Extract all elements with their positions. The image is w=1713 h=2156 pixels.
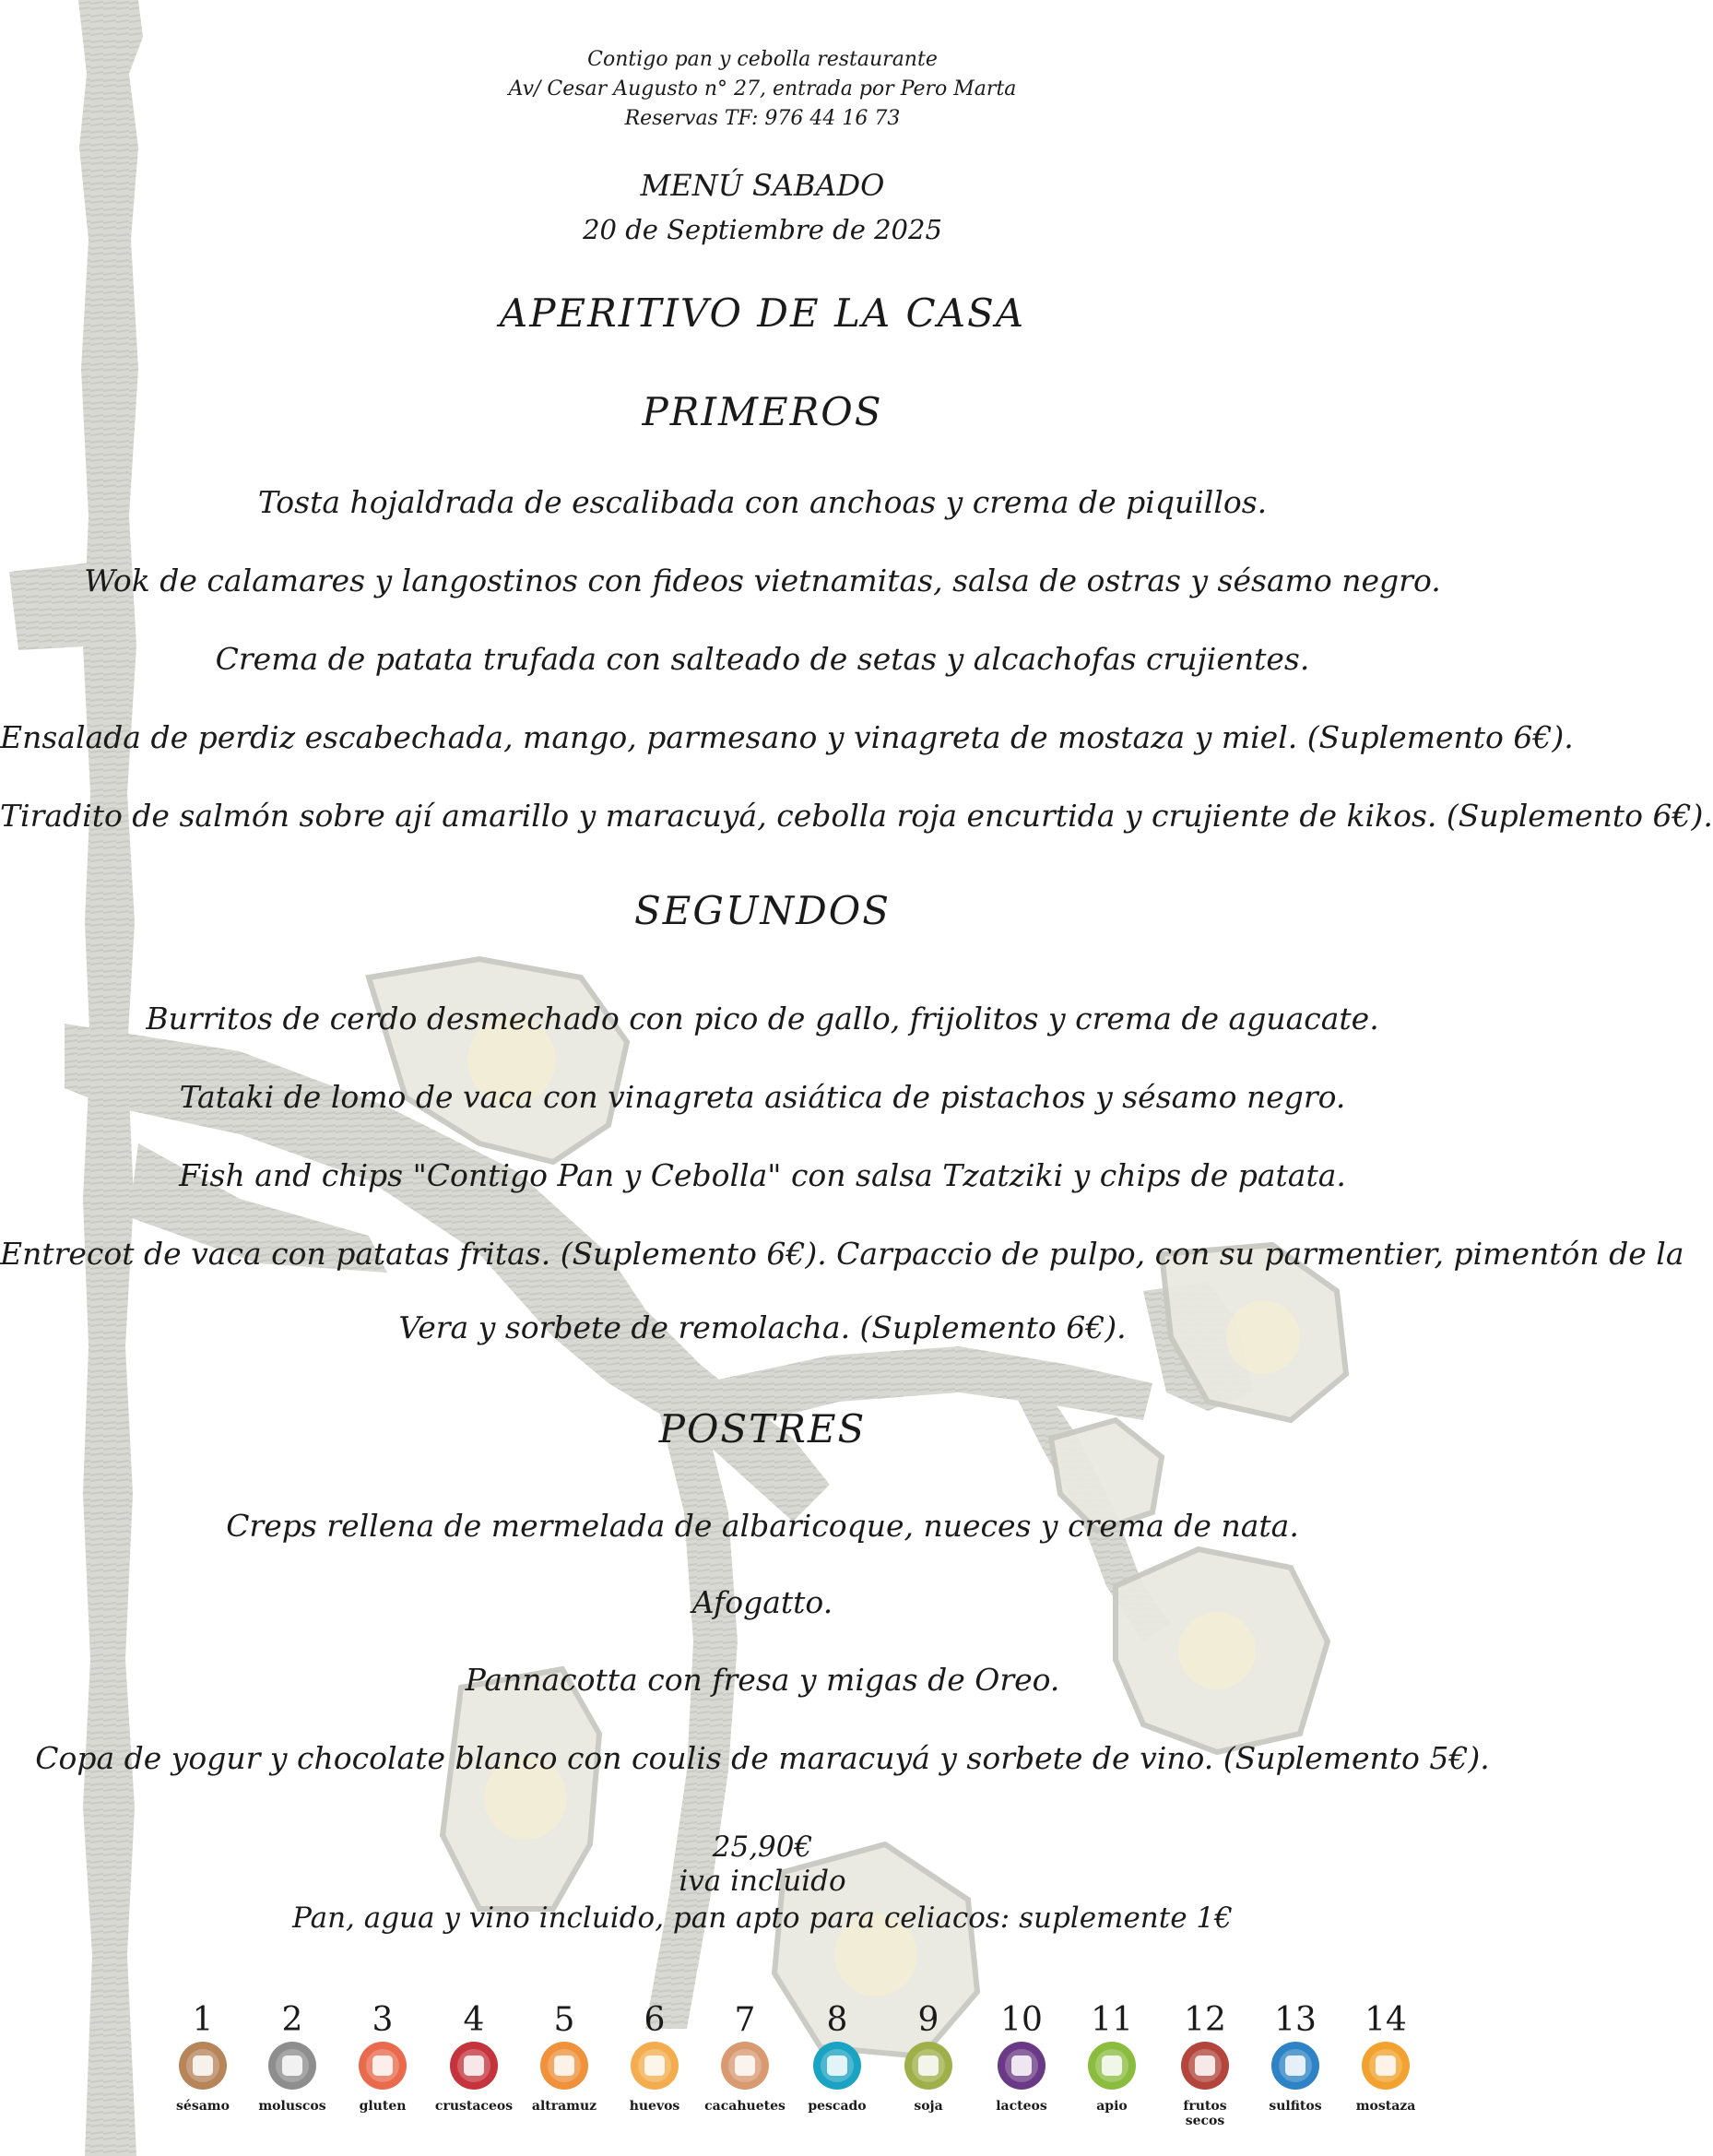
- allergen-item: [1254, 1999, 1337, 2114]
- allergen-item: [1344, 1999, 1427, 2114]
- sesame-icon: [179, 2042, 227, 2090]
- primeros-heading: PRIMEROS: [642, 389, 883, 434]
- allergen-number: 10: [1000, 2001, 1043, 2039]
- allergen-label: cacahuetes: [704, 2099, 786, 2114]
- allergen-label: apio: [1096, 2099, 1128, 2114]
- allergen-number: 7: [734, 2001, 756, 2039]
- celery-icon: [1088, 2042, 1136, 2090]
- allergen-number: 4: [463, 2001, 485, 2039]
- allergen-label: sésamo: [176, 2099, 230, 2114]
- allergen-number: 1: [192, 2001, 214, 2039]
- postres-item: Pannacotta con fresa y migas de Oreo.: [465, 1662, 1060, 1698]
- allergen-number: 12: [1184, 2001, 1226, 2039]
- primeros-item: Wok de calamares y langostinos con fideos vietnamitas, salsa de ostras y sésamo negro.: [84, 563, 1441, 598]
- allergen-legend: [148, 1999, 1438, 2128]
- allergen-item: [251, 1999, 334, 2114]
- peanut-icon: [721, 2042, 769, 2090]
- restaurant-address: Av/ Cesar Augusto n° 27, entrada por Pero Marta: [508, 77, 1017, 101]
- allergen-number: 13: [1274, 2001, 1317, 2039]
- allergen-label: mostaza: [1355, 2099, 1416, 2114]
- sulphites-icon: [1271, 2042, 1319, 2090]
- postres-item: Copa de yogur y chocolate blanco con coulis de maracuyá y sorbete de vino. (Suplemento 5€).: [35, 1740, 1490, 1776]
- reservations-phone: Reservas TF: 976 44 16 73: [624, 107, 901, 130]
- segundos-item: Entrecot de vaca con patatas fritas. (Suplemento 6€). Carpaccio de pulpo, con su parmentier, pimentón de la: [0, 1236, 1684, 1272]
- allergen-item: [432, 1999, 515, 2114]
- allergen-item: [796, 1999, 879, 2114]
- allergen-label: gluten: [359, 2099, 407, 2114]
- allergen-number: 3: [372, 2001, 394, 2039]
- mustard-icon: [1362, 2042, 1410, 2090]
- allergen-label: lacteos: [996, 2099, 1047, 2114]
- lupin-icon: [540, 2042, 588, 2090]
- allergen-number: 6: [644, 2001, 666, 2039]
- aperitivo-heading: APERITIVO DE LA CASA: [499, 290, 1026, 336]
- allergen-label: crustaceos: [434, 2099, 514, 2114]
- allergen-item: [613, 1999, 696, 2114]
- allergen-number: 2: [281, 2001, 303, 2039]
- allergen-label: huevos: [629, 2099, 680, 2114]
- crab-icon: [450, 2042, 498, 2090]
- allergen-label: sulfitos: [1269, 2099, 1322, 2114]
- allergen-item: [341, 1999, 424, 2114]
- allergen-item: [161, 1999, 244, 2114]
- allergen-item: [1164, 1999, 1246, 2128]
- allergen-label: soja: [914, 2099, 943, 2114]
- allergen-item: [887, 1999, 970, 2114]
- allergen-label: moluscos: [258, 2099, 326, 2114]
- primeros-item: Crema de patata trufada con salteado de setas y alcachofas crujientes.: [215, 641, 1310, 677]
- postres-heading: POSTRES: [658, 1406, 867, 1451]
- allergen-item: [1070, 1999, 1153, 2114]
- wheat-icon: [359, 2042, 407, 2090]
- postres-item: Afogatto.: [691, 1584, 833, 1620]
- segundos-item: Tataki de lomo de vaca con vinagreta asiática de pistachos y sésamo negro.: [179, 1079, 1346, 1115]
- primeros-item: Tiradito de salmón sobre ají amarillo y maracuyá, cebolla roja encurtida y crujiente de kikos. (Suplemento 6€).: [0, 798, 1713, 834]
- soy-icon: [904, 2042, 952, 2090]
- primeros-item: Ensalada de perdiz escabechada, mango, parmesano y vinagreta de mostaza y miel. (Suplemento 6€).: [0, 719, 1574, 755]
- menu-price: 25,90€: [712, 1830, 813, 1864]
- restaurant-name: Contigo pan y cebolla restaurante: [587, 48, 938, 71]
- segundos-item: Fish and chips "Contigo Pan y Cebolla" con salsa Tzatziki y chips de patata.: [179, 1157, 1346, 1193]
- segundos-item: Burritos de cerdo desmechado con pico de gallo, frijolitos y crema de aguacate.: [146, 1001, 1379, 1037]
- menu-title: MENÚ SABADO: [640, 168, 885, 203]
- milk-icon: [998, 2042, 1046, 2090]
- allergen-number: 14: [1364, 2001, 1407, 2039]
- egg-icon: [631, 2042, 679, 2090]
- allergen-label: frutos secos: [1183, 2099, 1227, 2128]
- allergen-label: altramuz: [531, 2099, 597, 2114]
- allergen-number: 8: [826, 2001, 848, 2039]
- segundos-item: Vera y sorbete de remolacha. (Suplemento 6€).: [398, 1309, 1127, 1345]
- postres-item: Creps rellena de mermelada de albaricoque, nueces y crema de nata.: [226, 1508, 1299, 1544]
- allergen-item: [980, 1999, 1063, 2114]
- includes-note: Pan, agua y vino incluido, pan apto para celiacos: suplemente 1€: [292, 1901, 1233, 1935]
- mollusc-icon: [268, 2042, 316, 2090]
- allergen-number: 9: [917, 2001, 939, 2039]
- nuts-icon: [1181, 2042, 1229, 2090]
- tax-note: iva incluido: [679, 1865, 846, 1898]
- allergen-number: 11: [1091, 2001, 1133, 2039]
- allergen-number: 5: [553, 2001, 575, 2039]
- menu-date: 20 de Septiembre de 2025: [583, 214, 942, 245]
- fish-icon: [813, 2042, 861, 2090]
- segundos-heading: SEGUNDOS: [633, 888, 891, 933]
- allergen-label: pescado: [808, 2099, 867, 2114]
- allergen-item: [703, 1999, 786, 2114]
- allergen-item: [523, 1999, 606, 2114]
- primeros-item: Tosta hojaldrada de escalibada con anchoas y crema de piquillos.: [257, 484, 1268, 520]
